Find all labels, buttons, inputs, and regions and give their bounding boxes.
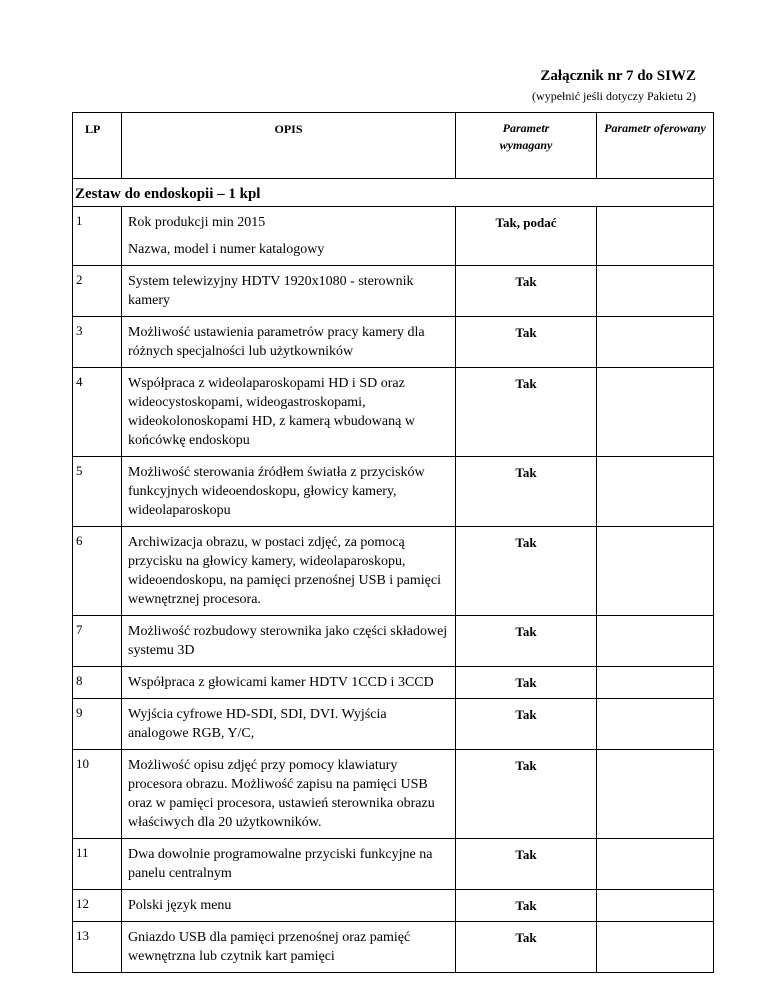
row-required-value: Tak bbox=[456, 890, 597, 922]
row-description: Archiwizacja obrazu, w postaci zdjęć, za pomocą przycisku na głowicy kamery, wideolaparoskopu, wideoendoskopu, na pamięci przenośnej USB i pamięci wewnętrznej procesora. bbox=[122, 527, 456, 616]
row-offered-value[interactable] bbox=[597, 207, 714, 266]
row-offered-value[interactable] bbox=[597, 266, 714, 317]
column-header-required-line2: wymagany bbox=[499, 138, 553, 152]
row-required-value: Tak bbox=[456, 368, 597, 457]
table-row bbox=[73, 266, 714, 317]
row-number: 7 bbox=[73, 616, 122, 667]
row-description: Możliwość ustawienia parametrów pracy kamery dla różnych specjalności lub użytkowników bbox=[122, 317, 456, 368]
table-row bbox=[73, 667, 714, 699]
row-number: 5 bbox=[73, 457, 122, 527]
row-required-value: Tak bbox=[456, 457, 597, 527]
row-required-value: Tak bbox=[456, 317, 597, 368]
column-header-required-line1: Parametr bbox=[502, 121, 550, 135]
row-offered-value[interactable] bbox=[597, 317, 714, 368]
table-row bbox=[73, 527, 714, 616]
row-offered-value[interactable] bbox=[597, 839, 714, 890]
row-required-value: Tak bbox=[456, 667, 597, 699]
row-description: Możliwość rozbudowy sterownika jako części składowej systemu 3D bbox=[122, 616, 456, 667]
row-required-value: Tak, podać bbox=[456, 207, 597, 266]
row-offered-value[interactable] bbox=[597, 457, 714, 527]
row-description-main: Rok produkcji min 2015 bbox=[128, 215, 266, 230]
row-description-sub: Nazwa, model i numer katalogowy bbox=[128, 242, 325, 257]
row-required-value: Tak bbox=[456, 616, 597, 667]
row-required-value: Tak bbox=[456, 922, 597, 973]
section-title: Zestaw do endoskopii – 1 kpl bbox=[73, 179, 714, 207]
row-number: 11 bbox=[73, 839, 122, 890]
row-description: Współpraca z wideolaparoskopami HD i SD oraz wideocystoskopami, wideogastroskopami, wideokolonoskopami HD, z kamerą wbudowaną w końcówkę endoskopu bbox=[122, 368, 456, 457]
row-number: 1 bbox=[73, 207, 122, 266]
row-number: 6 bbox=[73, 527, 122, 616]
row-description: Możliwość sterowania źródłem światła z przycisków funkcyjnych wideoendoskopu, głowicy kamery, wideolaparoskopu bbox=[122, 457, 456, 527]
row-number: 4 bbox=[73, 368, 122, 457]
row-offered-value[interactable] bbox=[597, 667, 714, 699]
row-required-value: Tak bbox=[456, 699, 597, 750]
row-offered-value[interactable] bbox=[597, 750, 714, 839]
row-offered-value[interactable] bbox=[597, 922, 714, 973]
table-row bbox=[73, 922, 714, 973]
column-header-opis: OPIS bbox=[122, 113, 456, 179]
row-description bbox=[122, 207, 456, 266]
table-row bbox=[73, 368, 714, 457]
column-header-lp: LP bbox=[73, 113, 122, 179]
row-number: 3 bbox=[73, 317, 122, 368]
row-number: 9 bbox=[73, 699, 122, 750]
document-title: Załącznik nr 7 do SIWZ bbox=[540, 68, 696, 84]
row-number: 8 bbox=[73, 667, 122, 699]
row-description: Dwa dowolnie programowalne przyciski funkcyjne na panelu centralnym bbox=[122, 839, 456, 890]
row-number: 2 bbox=[73, 266, 122, 317]
table-row bbox=[73, 616, 714, 667]
row-offered-value[interactable] bbox=[597, 616, 714, 667]
table-row bbox=[73, 750, 714, 839]
table-header-row bbox=[73, 113, 714, 179]
column-header-required bbox=[456, 113, 597, 179]
row-number: 12 bbox=[73, 890, 122, 922]
row-offered-value[interactable] bbox=[597, 368, 714, 457]
table-row bbox=[73, 890, 714, 922]
column-header-offered: Parametr oferowany bbox=[597, 113, 714, 179]
section-row bbox=[73, 179, 714, 207]
row-required-value: Tak bbox=[456, 266, 597, 317]
row-number: 10 bbox=[73, 750, 122, 839]
row-description: System telewizyjny HDTV 1920x1080 - sterownik kamery bbox=[122, 266, 456, 317]
spec-table bbox=[72, 112, 714, 973]
row-description: Możliwość opisu zdjęć przy pomocy klawiatury procesora obrazu. Możliwość zapisu na pamięci USB oraz w pamięci procesora, ustawień sterownika obrazu właściwych dla 20 użytkowników. bbox=[122, 750, 456, 839]
row-description: Polski język menu bbox=[122, 890, 456, 922]
row-offered-value[interactable] bbox=[597, 699, 714, 750]
table-row bbox=[73, 207, 714, 266]
row-required-value: Tak bbox=[456, 839, 597, 890]
row-required-value: Tak bbox=[456, 527, 597, 616]
row-description: Wyjścia cyfrowe HD-SDI, SDI, DVI. Wyjścia analogowe RGB, Y/C, bbox=[122, 699, 456, 750]
table-row bbox=[73, 457, 714, 527]
table-row bbox=[73, 317, 714, 368]
document-subtitle: (wypełnić jeśli dotyczy Pakietu 2) bbox=[532, 89, 696, 103]
row-offered-value[interactable] bbox=[597, 890, 714, 922]
row-offered-value[interactable] bbox=[597, 527, 714, 616]
table-row bbox=[73, 699, 714, 750]
row-description: Współpraca z głowicami kamer HDTV 1CCD i 3CCD bbox=[122, 667, 456, 699]
row-required-value: Tak bbox=[456, 750, 597, 839]
row-number: 13 bbox=[73, 922, 122, 973]
table-row bbox=[73, 839, 714, 890]
row-description: Gniazdo USB dla pamięci przenośnej oraz pamięć wewnętrzna lub czytnik kart pamięci bbox=[122, 922, 456, 973]
